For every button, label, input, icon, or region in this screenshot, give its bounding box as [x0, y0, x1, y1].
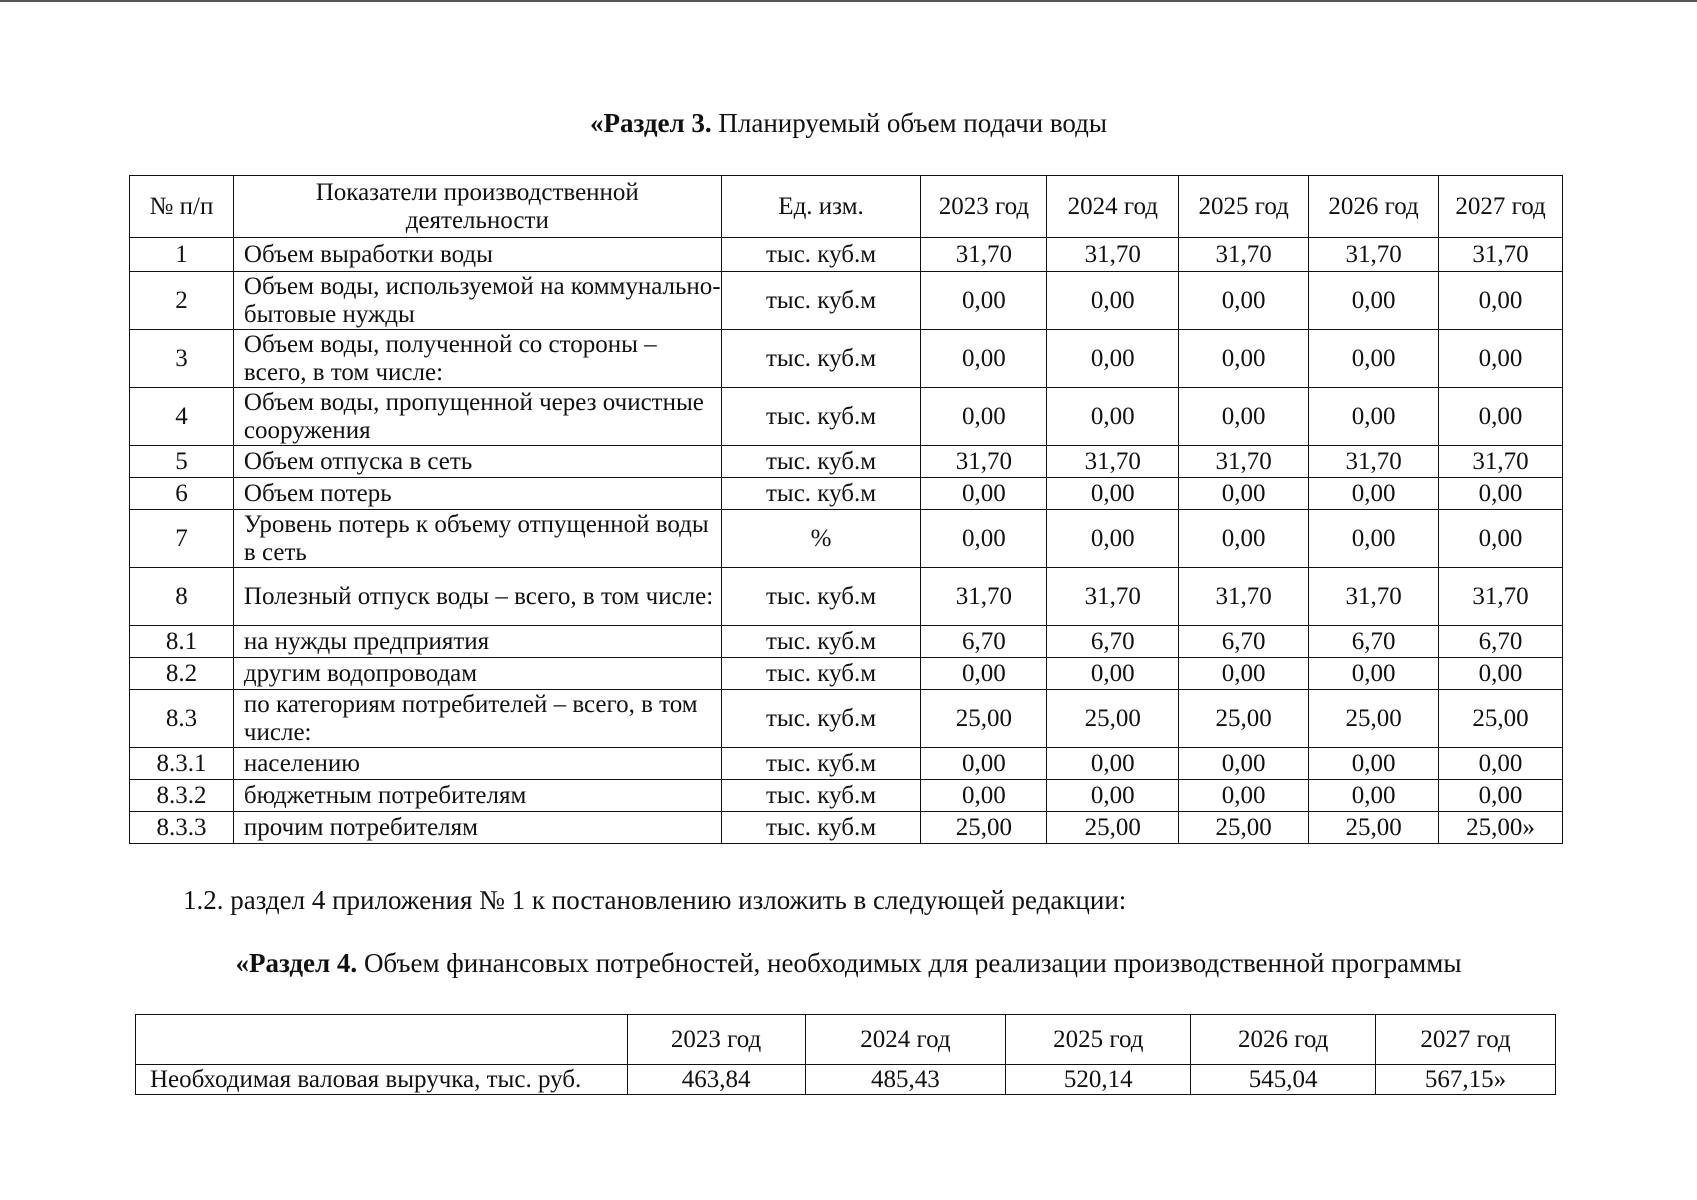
value-2025: 25,00 [1179, 690, 1309, 748]
table-row [130, 388, 1563, 446]
value-2027: 31,70 [1439, 238, 1563, 272]
table-row [130, 812, 1563, 844]
value-2025: 6,70 [1179, 626, 1309, 658]
unit-cell: тыс. куб.м [721, 658, 921, 690]
table-row [130, 690, 1563, 748]
value-2027: 25,00 [1439, 690, 1563, 748]
indicator-name: по категориям потребителей – всего, в том числе: [233, 690, 721, 748]
value-2027: 0,00 [1439, 748, 1563, 780]
table-header-row [136, 1015, 1556, 1065]
row-number: 8.1 [130, 626, 234, 658]
revenue-label: Необходимая валовая выручка, тыс. руб. [136, 1065, 628, 1095]
header-2024: 2024 год [1047, 176, 1179, 238]
unit-cell: тыс. куб.м [721, 388, 921, 446]
value-2023: 31,70 [921, 568, 1047, 626]
value-2023: 31,70 [921, 446, 1047, 478]
value-2023: 6,70 [921, 626, 1047, 658]
top-border-line [0, 0, 1697, 2]
table-row [130, 780, 1563, 812]
unit-cell: тыс. куб.м [721, 690, 921, 748]
value-2024: 0,00 [1047, 478, 1179, 510]
indicator-name: Уровень потерь к объему отпущенной воды в сеть [233, 510, 721, 568]
financial-needs-table [135, 1014, 1556, 1095]
indicator-name: бюджетным потребителям [233, 780, 721, 812]
value-2025: 31,70 [1179, 238, 1309, 272]
value-2023: 25,00 [921, 812, 1047, 844]
indicator-name: Объем воды, полученной со стороны – всего, в том числе: [233, 330, 721, 388]
unit-cell: тыс. куб.м [721, 748, 921, 780]
indicator-name: населению [233, 748, 721, 780]
value-2026: 25,00 [1309, 690, 1439, 748]
row-number: 4 [130, 388, 234, 446]
value-2026: 0,00 [1309, 510, 1439, 568]
value-2025: 25,00 [1179, 812, 1309, 844]
row-number: 8.3.2 [130, 780, 234, 812]
value-2024: 0,00 [1047, 330, 1179, 388]
unit-cell: тыс. куб.м [721, 330, 921, 388]
indicator-name: прочим потребителям [233, 812, 721, 844]
value-2026: 31,70 [1309, 446, 1439, 478]
value-2024: 25,00 [1047, 690, 1179, 748]
water-supply-table-body [130, 238, 1563, 844]
value-2026: 31,70 [1309, 238, 1439, 272]
value-2027: 0,00 [1439, 388, 1563, 446]
table-row [130, 478, 1563, 510]
unit-cell: тыс. куб.м [721, 238, 921, 272]
header-2024: 2024 год [805, 1015, 1006, 1065]
unit-cell: тыс. куб.м [721, 478, 921, 510]
value-2023: 0,00 [921, 748, 1047, 780]
row-number: 8.3.1 [130, 748, 234, 780]
table-row [130, 748, 1563, 780]
section-3-title [0, 108, 1697, 139]
table-row [130, 626, 1563, 658]
unit-cell: тыс. куб.м [721, 568, 921, 626]
value-2024: 31,70 [1047, 446, 1179, 478]
indicator-name: другим водопроводам [233, 658, 721, 690]
indicator-name: Объем выработки воды [233, 238, 721, 272]
value-2027: 567,15» [1376, 1065, 1556, 1095]
unit-cell: % [721, 510, 921, 568]
value-2023: 0,00 [921, 780, 1047, 812]
section-3-title-bold: «Раздел 3. [589, 108, 712, 138]
value-2024: 0,00 [1047, 272, 1179, 330]
value-2025: 0,00 [1179, 748, 1309, 780]
indicator-name: Объем потерь [233, 478, 721, 510]
value-2027: 6,70 [1439, 626, 1563, 658]
header-2026: 2026 год [1191, 1015, 1376, 1065]
unit-cell: тыс. куб.м [721, 446, 921, 478]
unit-cell: тыс. куб.м [721, 626, 921, 658]
value-2026: 25,00 [1309, 812, 1439, 844]
header-2025: 2025 год [1179, 176, 1309, 238]
indicator-name: Объем воды, используемой на коммунально-бытовые нужды [233, 272, 721, 330]
indicator-name: на нужды предприятия [233, 626, 721, 658]
value-2023: 463,84 [627, 1065, 805, 1095]
value-2027: 31,70 [1439, 446, 1563, 478]
value-2026: 0,00 [1309, 658, 1439, 690]
table-row [130, 446, 1563, 478]
header-2023: 2023 год [921, 176, 1047, 238]
value-2025: 0,00 [1179, 272, 1309, 330]
value-2024: 25,00 [1047, 812, 1179, 844]
value-2026: 545,04 [1191, 1065, 1376, 1095]
table-row [130, 238, 1563, 272]
value-2023: 25,00 [921, 690, 1047, 748]
value-2025: 0,00 [1179, 478, 1309, 510]
value-2027: 0,00 [1439, 658, 1563, 690]
value-2026: 31,70 [1309, 568, 1439, 626]
row-number: 8.3.3 [130, 812, 234, 844]
value-2023: 0,00 [921, 330, 1047, 388]
value-2026: 0,00 [1309, 272, 1439, 330]
header-2026: 2026 год [1309, 176, 1439, 238]
section-4-title [0, 948, 1697, 979]
header-indicator: Показатели производственной деятельности [233, 176, 721, 238]
unit-cell: тыс. куб.м [721, 272, 921, 330]
value-2023: 0,00 [921, 388, 1047, 446]
value-2024: 0,00 [1047, 658, 1179, 690]
value-2024: 0,00 [1047, 748, 1179, 780]
table-row [130, 330, 1563, 388]
amendment-paragraph: 1.2. раздел 4 приложения № 1 к постановлению изложить в следующей редакции: [183, 885, 1127, 915]
unit-cell: тыс. куб.м [721, 812, 921, 844]
header-2025: 2025 год [1006, 1015, 1191, 1065]
value-2027: 0,00 [1439, 478, 1563, 510]
value-2023: 0,00 [921, 478, 1047, 510]
header-unit: Ед. изм. [721, 176, 921, 238]
table-row [130, 568, 1563, 626]
value-2023: 0,00 [921, 510, 1047, 568]
value-2024: 0,00 [1047, 388, 1179, 446]
value-2025: 0,00 [1179, 388, 1309, 446]
value-2023: 31,70 [921, 238, 1047, 272]
value-2025: 0,00 [1179, 510, 1309, 568]
header-2023: 2023 год [627, 1015, 805, 1065]
value-2024: 6,70 [1047, 626, 1179, 658]
value-2027: 31,70 [1439, 568, 1563, 626]
value-2025: 31,70 [1179, 446, 1309, 478]
value-2024: 31,70 [1047, 238, 1179, 272]
unit-cell: тыс. куб.м [721, 780, 921, 812]
value-2027: 0,00 [1439, 272, 1563, 330]
section-3-title-text: Планируемый объем подачи воды [711, 108, 1108, 138]
value-2026: 0,00 [1309, 330, 1439, 388]
value-2025: 520,14 [1006, 1065, 1191, 1095]
row-number: 3 [130, 330, 234, 388]
value-2027: 25,00» [1439, 812, 1563, 844]
indicator-name: Объем отпуска в сеть [233, 446, 721, 478]
table-row [136, 1065, 1556, 1095]
value-2026: 0,00 [1309, 780, 1439, 812]
value-2025: 0,00 [1179, 658, 1309, 690]
value-2026: 0,00 [1309, 748, 1439, 780]
value-2025: 0,00 [1179, 330, 1309, 388]
value-2026: 6,70 [1309, 626, 1439, 658]
row-number: 5 [130, 446, 234, 478]
value-2027: 0,00 [1439, 510, 1563, 568]
water-supply-table [129, 175, 1563, 844]
section-4-title-bold: «Раздел 4. [235, 948, 358, 978]
indicator-name: Объем воды, пропущенной через очистные сооружения [233, 388, 721, 446]
row-number: 7 [130, 510, 234, 568]
value-2027: 0,00 [1439, 780, 1563, 812]
table-row [130, 272, 1563, 330]
row-number: 8.3 [130, 690, 234, 748]
value-2025: 0,00 [1179, 780, 1309, 812]
header-empty [136, 1015, 628, 1065]
section-4-title-text: Объем финансовых потребностей, необходимых для реализации производственной программы [357, 948, 1462, 978]
row-number: 8 [130, 568, 234, 626]
value-2024: 0,00 [1047, 510, 1179, 568]
header-2027: 2027 год [1376, 1015, 1556, 1065]
row-number: 8.2 [130, 658, 234, 690]
row-number: 6 [130, 478, 234, 510]
header-number: № п/п [130, 176, 234, 238]
value-2024: 31,70 [1047, 568, 1179, 626]
table-row [130, 658, 1563, 690]
value-2024: 0,00 [1047, 780, 1179, 812]
value-2023: 0,00 [921, 272, 1047, 330]
value-2023: 0,00 [921, 658, 1047, 690]
row-number: 2 [130, 272, 234, 330]
value-2026: 0,00 [1309, 388, 1439, 446]
table-header-row [130, 176, 1563, 238]
row-number: 1 [130, 238, 234, 272]
value-2024: 485,43 [805, 1065, 1006, 1095]
header-2027: 2027 год [1439, 176, 1563, 238]
indicator-name: Полезный отпуск воды – всего, в том числе: [233, 568, 721, 626]
value-2027: 0,00 [1439, 330, 1563, 388]
table-row [130, 510, 1563, 568]
value-2025: 31,70 [1179, 568, 1309, 626]
value-2026: 0,00 [1309, 478, 1439, 510]
